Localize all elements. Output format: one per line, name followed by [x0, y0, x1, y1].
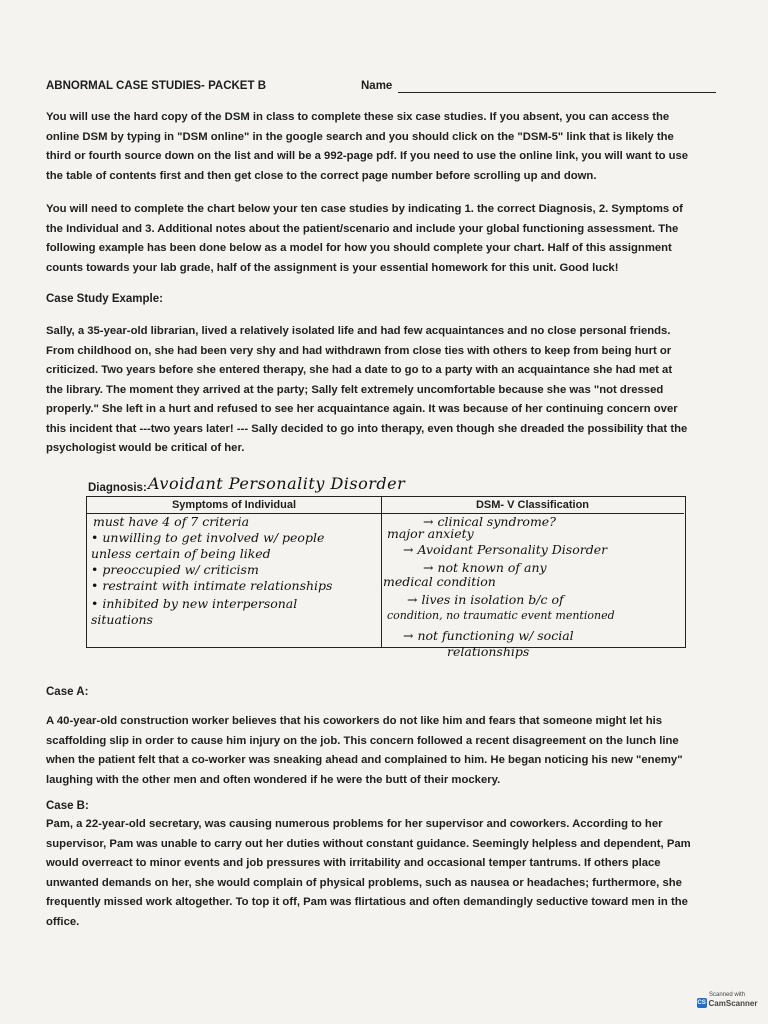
text-line: psychologist would be critical of her.	[46, 442, 245, 454]
handwritten-line: condition, no traumatic event mentioned	[387, 609, 615, 622]
handwritten-line: relationships	[447, 644, 530, 659]
camscanner-icon: CS	[697, 1000, 706, 1006]
camscanner-watermark	[696, 992, 758, 1016]
example-paragraph	[46, 322, 726, 459]
text-line: counts towards your lab grade, half of the assignment is your essential homework for this unit. Good luck!	[46, 261, 619, 274]
case-b-paragraph	[46, 815, 726, 932]
text-line: following example has been done below as a model for how you should complete your chart. Half of this assignment	[46, 242, 672, 254]
diagnosis-handwritten: Avoidant Personality Disorder	[148, 474, 406, 493]
text-line: criticized. Two years before she entered therapy, she had a date to go to a party with an acquaintance she had met at	[46, 364, 673, 376]
text-line: unwanted demands on her, she would complain of physical problems, such as nausea or headaches; furthermore, she	[46, 876, 682, 889]
handwritten-line: → not known of any	[423, 560, 547, 575]
handwritten-line: situations	[91, 612, 153, 627]
text-line: office.	[46, 915, 80, 928]
handwritten-line: → lives in isolation b/c of	[407, 592, 564, 607]
example-heading: Case Study Example:	[46, 293, 163, 305]
handwritten-line: • inhibited by new interpersonal	[91, 596, 298, 611]
handwritten-line: • preoccupied w/ criticism	[91, 562, 259, 577]
case-a-heading: Case A:	[46, 686, 89, 698]
text-line: From childhood on, she had been very shy and had withdrawn from close ties with others to keep from being hurt or	[46, 344, 672, 357]
text-line: frequently missed work altogether. To top it off, Pam was flirtatious and often demandingly seductive toward men in the	[46, 896, 688, 908]
header	[46, 80, 726, 100]
watermark-brand	[697, 998, 758, 1008]
document-title: ABNORMAL CASE STUDIES- PACKET B	[46, 80, 266, 92]
diagnosis-label: Diagnosis:	[88, 482, 147, 494]
handwritten-line: • unwilling to get involved w/ people	[91, 530, 325, 545]
text-line: Sally, a 35-year-old librarian, lived a relatively isolated life and had few acquaintances and no close personal friends.	[46, 325, 671, 337]
handwritten-line: → Avoidant Personality Disorder	[403, 542, 608, 557]
text-line: would overreact to minor events and job pressures with irritability and occasional temper tantrums. If others place	[46, 857, 661, 869]
text-line: laughing with the other men and often wondered if he were the butt of their mockery.	[46, 773, 501, 786]
intro-paragraph-1	[46, 108, 726, 186]
watermark-top-text: Scanned with	[708, 992, 746, 998]
text-line: supervisor, Pam was unable to carry out her duties without constant guidance. Seemingly helpless and dependent, Pam	[46, 837, 691, 850]
handwritten-line: major anxiety	[387, 526, 474, 541]
handwritten-line: → not functioning w/ social	[403, 628, 574, 643]
text-line: this incident that ---two years later! --- Sally decided to go into therapy, even though she dreaded the possibility that the	[46, 422, 688, 435]
watermark-brand-text: CamScanner	[708, 998, 758, 1008]
handwritten-line: • restraint with intimate relationships	[91, 578, 333, 593]
column-divider	[381, 497, 382, 647]
handwritten-line: medical condition	[383, 574, 496, 589]
text-line: third or fourth source down on the list and will be a 992-page pdf. If you need to use the online link, you will want to use	[46, 150, 689, 162]
text-line: A 40-year-old construction worker believes that his coworkers do not like him and fears that someone might let his	[46, 715, 663, 727]
dsm-header: DSM- V Classification	[381, 497, 684, 514]
name-field-line[interactable]	[398, 92, 716, 93]
case-b-heading: Case B:	[46, 800, 89, 812]
text-line: when the patient felt that a co-worker was sneaking ahead and complained to him. He began noticing his new "enemy"	[46, 754, 683, 766]
text-line: the table of contents first and then get close to the correct page number before scrolling up and down.	[46, 169, 597, 182]
handwritten-line: → clinical syndrome?	[423, 514, 556, 529]
name-label: Name	[361, 80, 393, 92]
text-line: properly." She left in a hurt and refused to see her acquaintance again. It was because of her continuing concern over	[46, 403, 678, 415]
example-chart	[86, 496, 686, 659]
text-line: online DSM by typing in "DSM online" in the google search and you should click on the "DSM-5" link that is likely the	[46, 130, 674, 143]
handwritten-line: unless certain of being liked	[91, 546, 271, 561]
text-line: the Individual and 3. Additional notes about the patient/scenario and include your global functioning assessment. The	[46, 222, 679, 235]
handwritten-line: must have 4 of 7 criteria	[93, 514, 250, 529]
text-line: You will need to complete the chart below your ten case studies by indicating 1. the correct Diagnosis, 2. Symptoms of	[46, 203, 683, 215]
symptoms-header: Symptoms of Individual	[87, 497, 381, 514]
text-line: You will use the hard copy of the DSM in class to complete these six case studies. If you absent, you can access the	[46, 111, 670, 123]
case-a-paragraph	[46, 712, 726, 790]
text-line: scaffolding slip in order to cause him injury on the job. This concern followed a recent disagreement on the lunch line	[46, 734, 679, 747]
text-line: Pam, a 22-year-old secretary, was causing numerous problems for her supervisor and coworkers. According to her	[46, 818, 663, 830]
intro-paragraph-2	[46, 200, 726, 278]
text-line: the library. The moment they arrived at the party; Sally felt extremely uncomfortable because she was "not dressed	[46, 383, 664, 396]
